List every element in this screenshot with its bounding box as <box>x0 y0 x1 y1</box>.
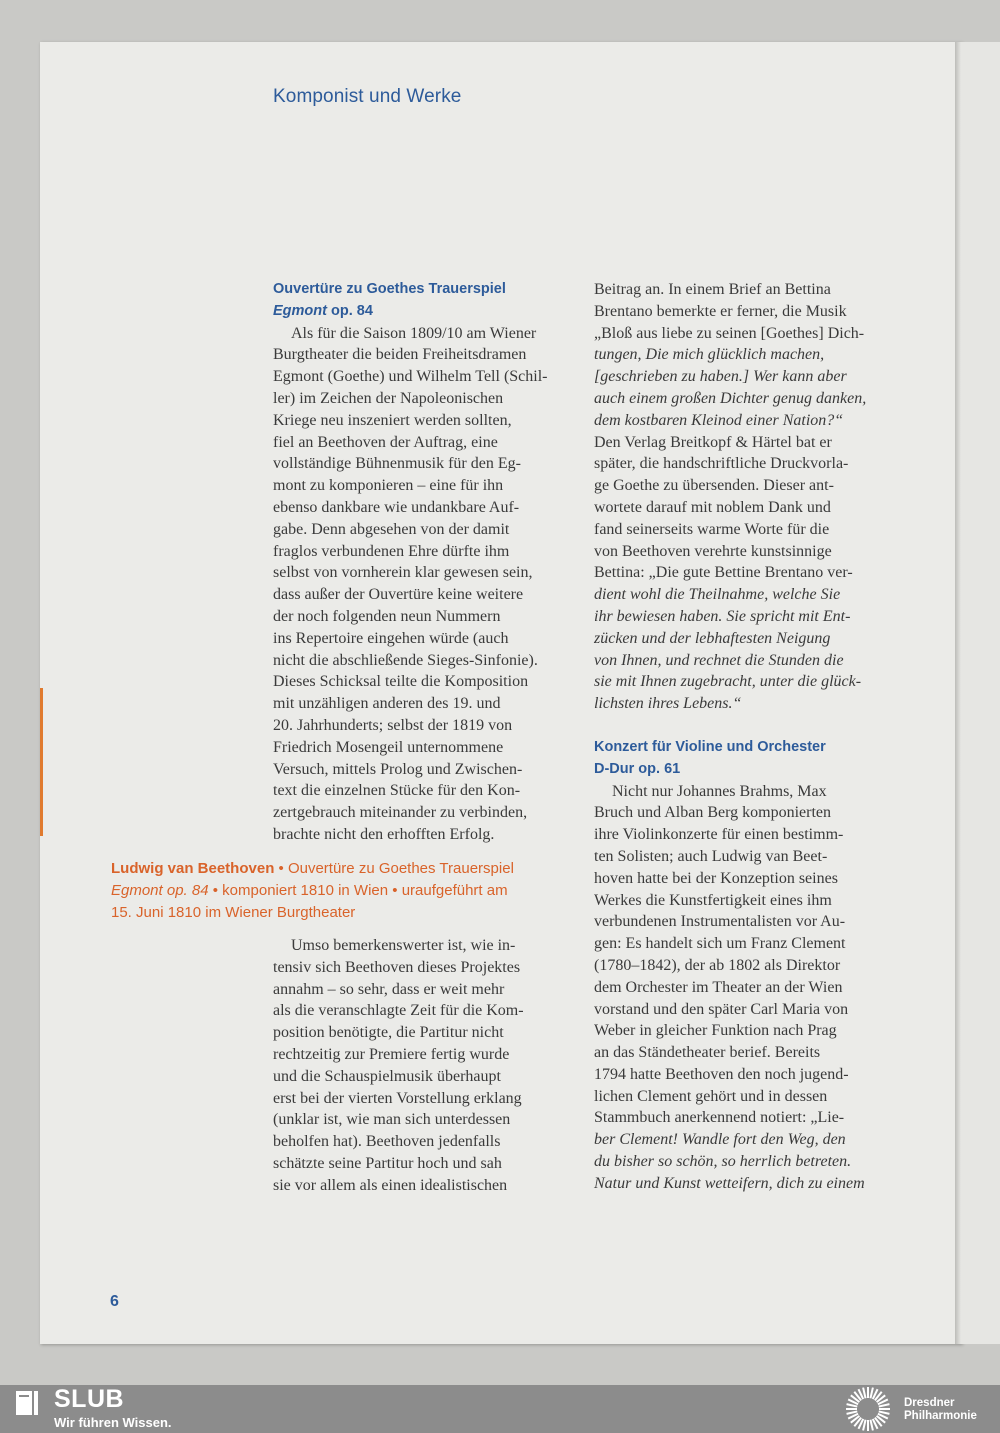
text-line: brachte nicht den erhofften Erfolg. <box>273 825 495 843</box>
text-line: Werkes die Kunstfertigkeit eines ihm <box>594 891 832 909</box>
text-line: ber Clement! Wandle fort den Weg, den <box>594 1131 846 1149</box>
text-line: fand seinerseits warme Worte für die <box>594 520 830 538</box>
viewer-footer-bar <box>0 1385 1000 1433</box>
orange-margin-mark <box>40 688 43 836</box>
text-line: 20. Jahrhunderts; selbst der 1819 von <box>273 716 513 734</box>
text-line: zücken und der lebhaftesten Neigung <box>594 629 831 647</box>
text-line: (1780–1842), der ab 1802 als Direktor <box>594 956 841 974</box>
page-header: Komponist und Werke <box>273 86 462 107</box>
logo-ray <box>870 1420 872 1431</box>
text-line: Dieses Schicksal teilte die Komposition <box>273 673 529 691</box>
text-line: text die einzelnen Stücke für den Kon- <box>273 782 521 800</box>
caption-separator: • <box>274 860 288 877</box>
text-line: Kriege neu inszeniert werden sollten, <box>273 411 512 429</box>
page-number: 6 <box>110 1293 119 1310</box>
logo-ray <box>863 1420 865 1431</box>
text-line: dem kostbaren Kleinod einer Nation?“ <box>594 411 844 429</box>
text-line: (unklar ist, wie man sich unterdessen <box>273 1111 511 1129</box>
caption-work: Egmont op. 84 <box>111 881 209 899</box>
caption-separator: • <box>208 881 223 899</box>
text-line: ihr bewiesen haben. Sie spricht mit Ent- <box>594 607 851 625</box>
text-line: Beitrag an. In einem Brief an Bettina <box>594 281 831 298</box>
text-line: später, die handschriftliche Druckvorla- <box>594 455 849 473</box>
section-heading-violin-concerto <box>594 737 904 781</box>
library-tagline: Wir führen Wissen. <box>54 1415 172 1430</box>
text-line: Brentano bemerkte er ferner, die Musik <box>594 302 847 320</box>
logo-ray <box>870 1388 872 1399</box>
text-line: zertgebrauch miteinander zu verbinden, <box>273 804 528 822</box>
text-line: ihre Violinkonzerte für einen bestimm- <box>594 826 844 844</box>
text-line: tensiv sich Beethoven dieses Projektes <box>273 958 521 976</box>
logo-ray <box>847 1411 858 1413</box>
text-line: Nicht nur Johannes Brahms, Max <box>612 782 827 800</box>
column-left-lower <box>273 935 583 1197</box>
text-line: lichsten ihres Lebens.“ <box>594 695 742 713</box>
text-line: gabe. Denn abgesehen von der damit <box>273 520 510 538</box>
heading-line <box>273 301 583 323</box>
text-line: dass außer der Ouvertüre keine weitere <box>273 586 524 604</box>
column-right <box>594 279 904 1195</box>
text-line: als die veranschlagte Zeit für die Kom- <box>273 1002 524 1020</box>
text-line: [geschrieben zu haben.] Wer kann aber <box>594 368 847 386</box>
text-line: vollständige Bühnenmusik für den Eg- <box>273 455 521 473</box>
logo-ray <box>879 1411 890 1413</box>
work-caption <box>111 858 591 923</box>
text-line: von Beethoven verehrte kunstsinnige <box>594 542 832 560</box>
text-line: hoven hatte bei der Konzeption seines <box>594 869 838 887</box>
text-line: Stammbuch anerkennend notiert: „Lie- <box>594 1109 845 1127</box>
text-line: Egmont (Goethe) und Wilhelm Tell (Schil- <box>273 368 548 386</box>
text-line: sie vor allem als einen idealistischen <box>273 1176 508 1194</box>
text-line: fraglos verbundenen Ehre dürfte ihm <box>273 542 510 560</box>
text-line: Friedrich Mosengeil unternommene <box>273 738 504 756</box>
body-paragraph <box>273 323 583 846</box>
facing-page-edge <box>955 42 1000 1344</box>
text-line: Bruch und Alban Berg komponierten <box>594 804 831 822</box>
text-line: ten Solisten; auch Ludwig van Beet- <box>594 847 828 865</box>
text-line: „Bloß aus liebe zu seinen [Goethes] Dich- <box>594 324 865 342</box>
text-line: Bettina: „Die gute Bettine Brentano ver- <box>594 564 853 582</box>
heading-line: Konzert für Violine und Orchester <box>594 738 826 755</box>
text-line: Als für die Saison 1809/10 am Wiener <box>291 324 537 342</box>
text-line: Weber in gleicher Funktion nach Prag <box>594 1022 837 1040</box>
text-line: ebenso dankbare wie undankbare Auf- <box>273 498 520 516</box>
text-line: Natur und Kunst wetteifern, dich zu einem <box>594 1174 865 1192</box>
heading-line: Ouvertüre zu Goethes Trauerspiel <box>273 281 506 297</box>
partner-line: Philharmonie <box>904 1410 977 1422</box>
text-line: fiel an Beethoven der Auftrag, eine <box>273 433 498 451</box>
caption-premiere-prefix: uraufgeführt am <box>401 881 508 899</box>
text-line: der noch folgenden neun Nummern <box>273 607 501 625</box>
body-paragraph <box>594 279 904 715</box>
section-heading-egmont <box>273 279 583 323</box>
text-line: Umso bemerkenswerter ist, wie in- <box>291 937 516 954</box>
page-gutter-shadow <box>955 42 961 1344</box>
logo-ray <box>879 1404 890 1406</box>
text-line: beholfen hat). Beethoven jedenfalls <box>273 1133 501 1151</box>
text-line: schätzte seine Partitur hoch und sah <box>273 1154 502 1172</box>
text-line: nicht die abschließende Sieges-Sinfonie). <box>273 651 538 669</box>
text-line: verbundenen Instrumentalisten vor Au- <box>594 913 846 931</box>
caption-composer: Ludwig van Beethoven <box>111 860 275 877</box>
logo-ray <box>847 1404 858 1406</box>
text-line: Den Verlag Breitkopf & Härtel bat er <box>594 433 832 451</box>
text-line: 1794 hatte Beethoven den noch jugend- <box>594 1065 849 1083</box>
text-line: gen: Es handelt sich um Franz Clement <box>594 935 846 953</box>
text-line: Burgtheater die beiden Freiheitsdramen <box>273 346 527 364</box>
caption-composed: komponiert 1810 in Wien <box>222 881 389 899</box>
text-line: mont zu komponieren – eine für ihn <box>273 477 504 495</box>
caption-premiere: 15. Juni 1810 im Wiener Burgtheater <box>111 903 356 921</box>
text-line: sie mit Ihnen zugebracht, unter die glück- <box>594 673 862 691</box>
heading-line: D-Dur op. 61 <box>594 760 681 777</box>
text-line: annahm – so sehr, dass er weit mehr <box>273 980 505 998</box>
text-line: ge Goethe zu übersenden. Dieser ant- <box>594 477 834 495</box>
text-line: vorstand und den später Carl Maria von <box>594 1000 849 1018</box>
text-line: selbst von vornherein klar gewesen sein, <box>273 564 533 582</box>
partner-name <box>904 1397 977 1423</box>
slub-book-icon <box>14 1389 40 1417</box>
heading-opus: op. 84 <box>326 302 373 319</box>
text-line: mit unzähligen anderen des 19. und <box>273 695 501 713</box>
partner-line: Dresdner <box>904 1397 955 1409</box>
text-line: und die Schauspielmusik überhaupt <box>273 1067 501 1085</box>
library-name: SLUB <box>54 1385 125 1413</box>
logo-ray <box>863 1388 865 1399</box>
caption-title: Ouvertüre zu Goethes Trauerspiel <box>287 860 514 877</box>
text-line: ins Repertoire eingehen würde (auch <box>273 629 509 647</box>
column-left-upper <box>273 279 583 846</box>
philharmonie-sunburst-logo <box>840 1385 896 1433</box>
text-line: ler) im Zeichen der Napoleonischen <box>273 389 504 407</box>
heading-work-title: Egmont <box>273 302 327 319</box>
text-line: wortete darauf mit noblem Dank und <box>594 498 831 516</box>
text-line: rechtzeitig zur Premiere fertig wurde <box>273 1045 510 1063</box>
body-paragraph <box>594 781 904 1195</box>
text-line: du bisher so schön, so herrlich betreten. <box>594 1153 852 1171</box>
text-line: position benötigte, die Partitur nicht <box>273 1024 504 1042</box>
text-line: lichen Clement gehört und in dessen <box>594 1087 828 1105</box>
caption-separator: • <box>388 881 402 899</box>
body-paragraph <box>273 935 583 1197</box>
text-line: von Ihnen, und rechnet die Stunden die <box>594 651 844 669</box>
text-line: Versuch, mittels Prolog und Zwischen- <box>273 760 523 778</box>
text-line: an das Ständetheater berief. Bereits <box>594 1044 821 1062</box>
text-line: auch einem großen Dichter genug danken, <box>594 389 867 407</box>
text-line: erst bei der vierten Vorstellung erklang <box>273 1089 522 1107</box>
text-line: dient wohl die Theilnahme, welche Sie <box>594 586 841 604</box>
text-line: dem Orchester im Theater an der Wien <box>594 978 843 996</box>
text-line: tungen, Die mich glücklich machen, <box>594 346 825 364</box>
